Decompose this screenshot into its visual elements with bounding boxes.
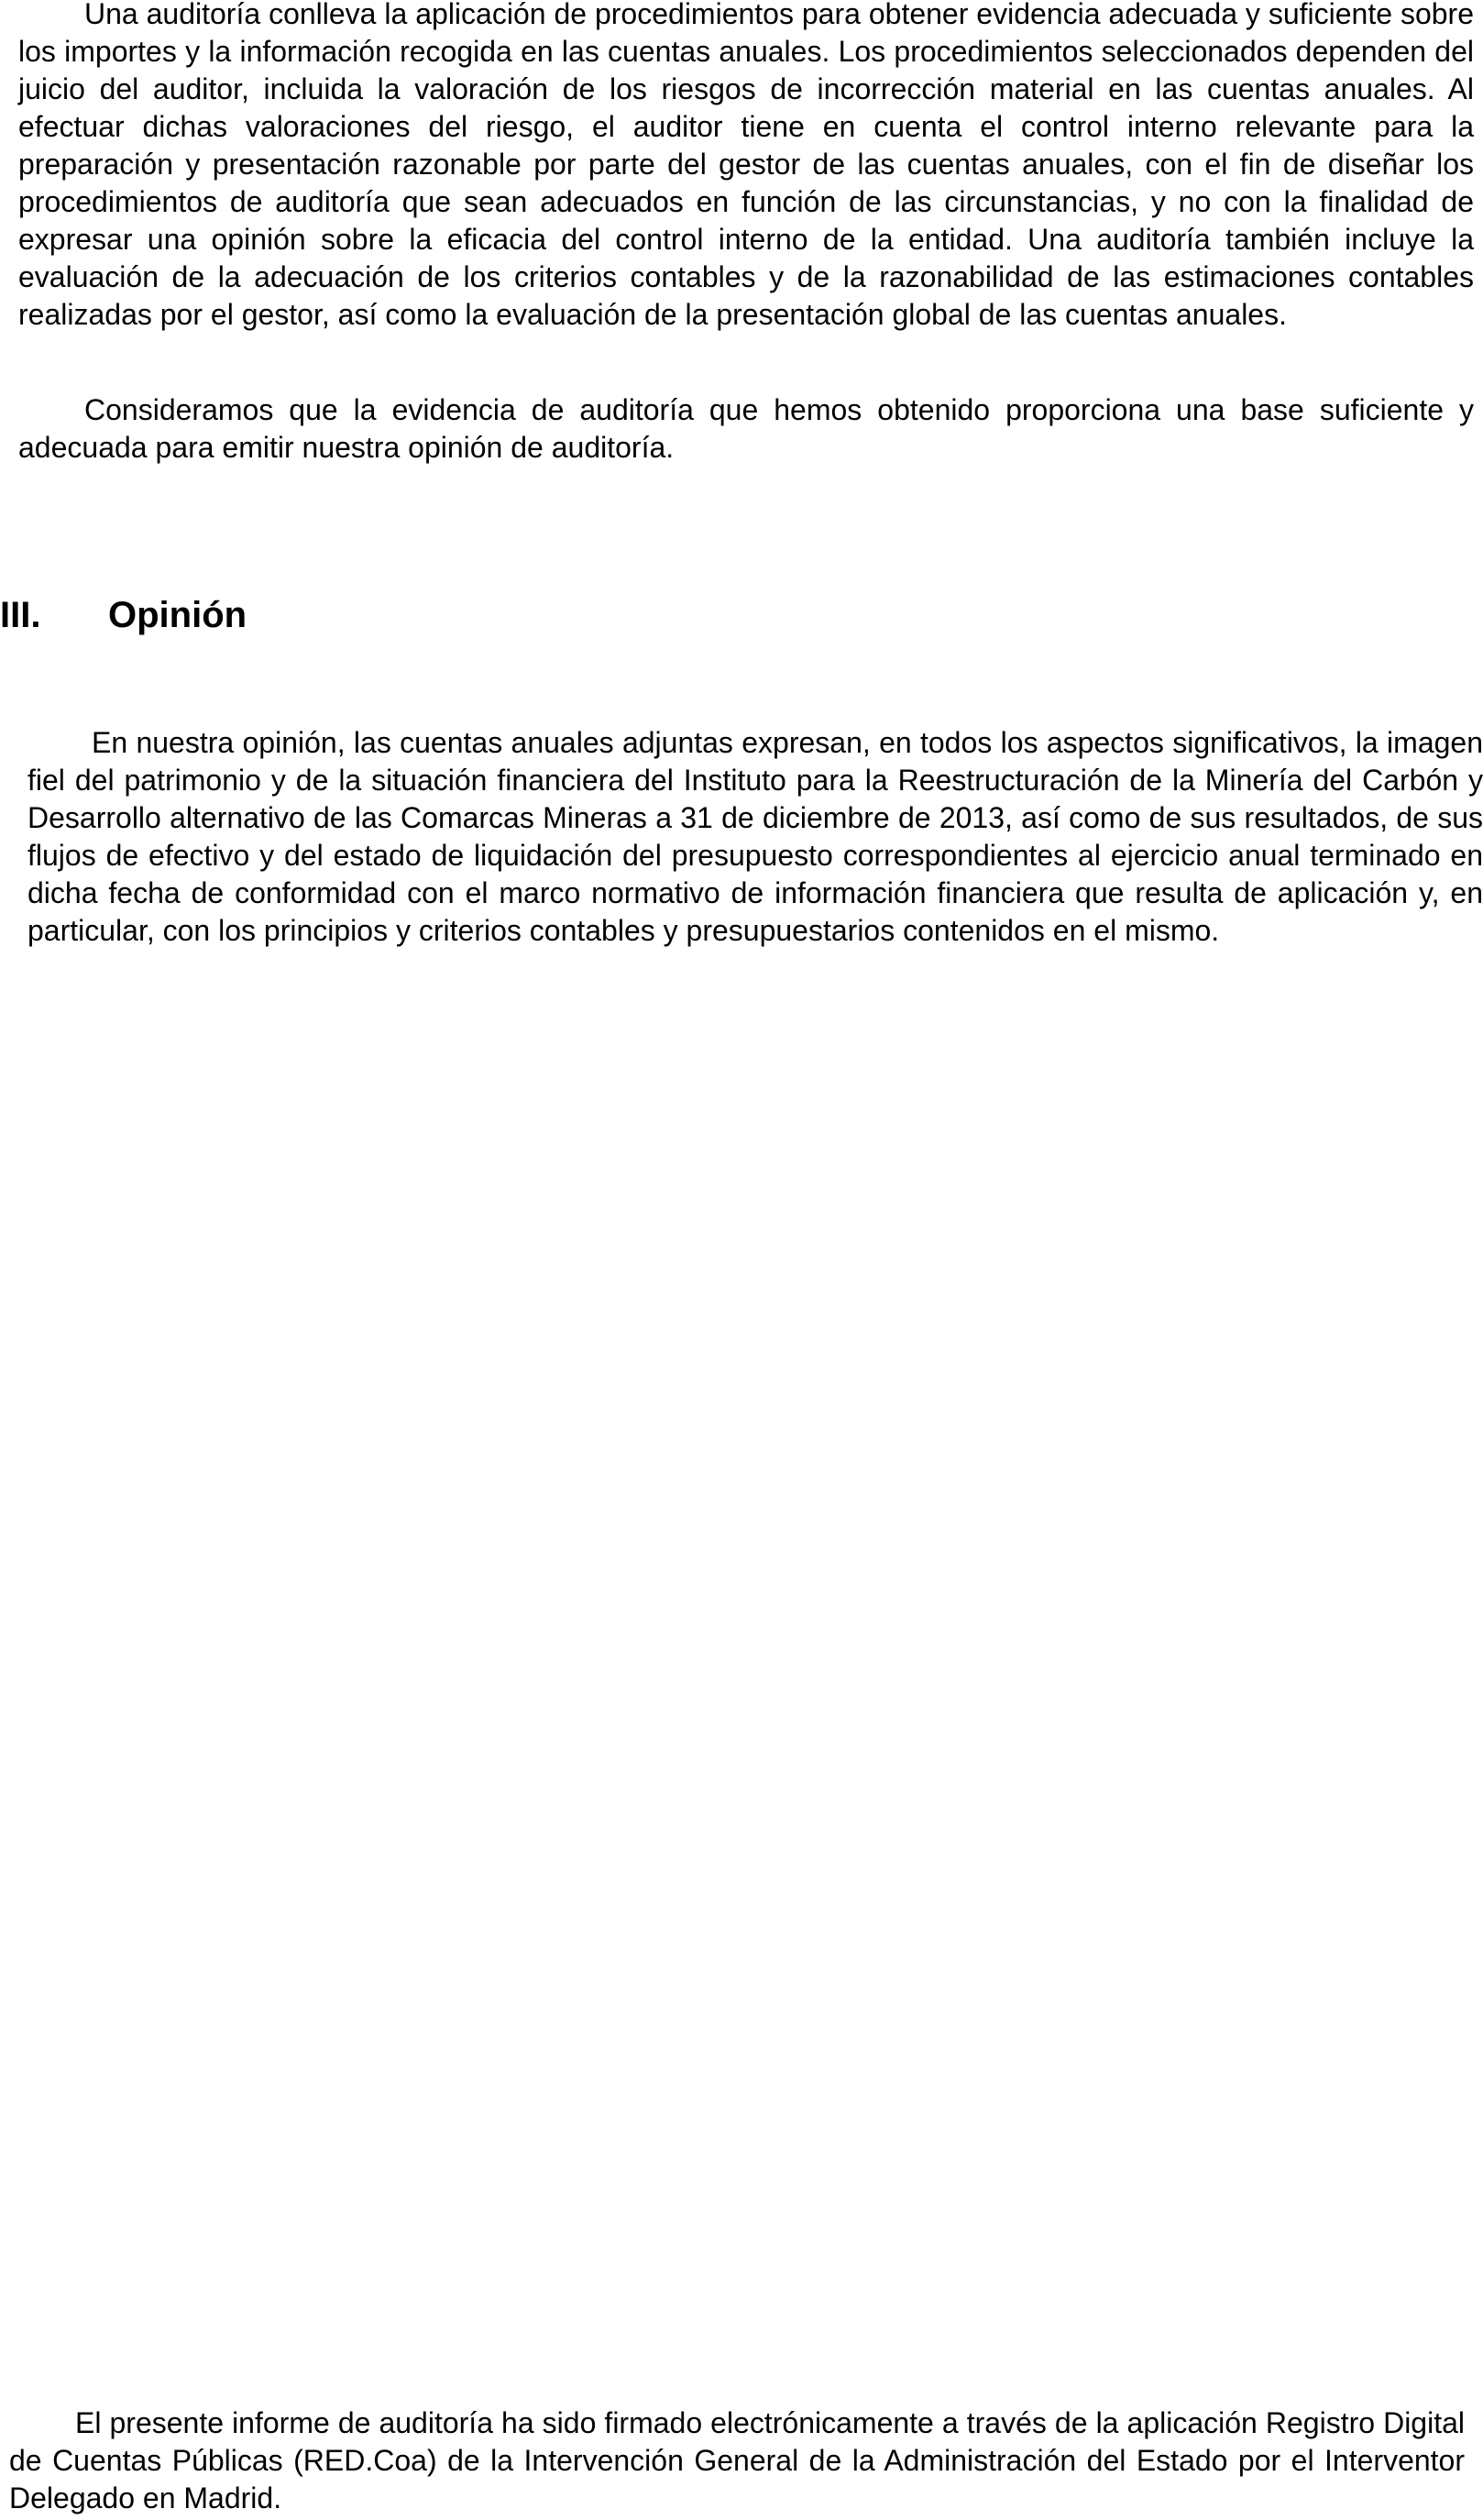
audit-procedures-paragraph: Una auditoría conlleva la aplicación de procedimientos para obtener evidencia adecuada y suficiente sobre los importes y la información recogida en las cuentas anuales. Los procedimientos seleccionados dependen del juicio del auditor, incluida la valoración de los riesgos de incorrección material en las cuentas anuales. Al efectuar dichas valoraciones del riesgo, el auditor tiene en cuenta el control interno relevante para la preparación y presentación razonable por parte del gestor de las cuentas anuales, con el fin de diseñar los procedimientos de auditoría que sean adecuados en función de las circunstancias, y no con la finalidad de expresar una opinión sobre la eficacia del control interno de la entidad. Una auditoría también incluye la evaluación de la adecuación de los criterios contables y de la razonabilidad de las estimaciones contables realizadas por el gestor, así como la evaluación de la presentación global de las cuentas anuales. (18, 0, 1474, 331)
opinion-paragraph: En nuestra opinión, las cuentas anuales adjuntas expresan, en todos los aspectos significativos, la imagen fiel del patrimonio y de la situación financiera del Instituto para la Reestructuración de la Minería del Carbón y Desarrollo alternativo de las Comarcas Mineras a 31 de diciembre de 2013, así como de sus resultados, de sus flujos de efectivo y del estado de liquidación del presupuesto correspondientes al ejercicio anual terminado en dicha fecha de conformidad con el marco normativo de información financiera que resulta de aplicación y, en particular, con los principios y criterios contables y presupuestarios contenidos en el mismo. (27, 726, 1483, 947)
section-number: III. (0, 595, 41, 635)
audit-evidence-paragraph: Consideramos que la evidencia de auditoría que hemos obtenido proporciona una base suficiente y adecuada para emitir nuestra opinión de auditoría. (18, 393, 1474, 464)
signature-footer-note: El presente informe de auditoría ha sido firmado electrónicamente a través de la aplicación Registro Digital de Cuentas Públicas (RED.Coa) de la Intervención General de la Administración del Estado por el Interventor Delegado en Madrid. (9, 2406, 1465, 2514)
section-heading-opinion (0, 592, 247, 638)
section-title: Opinión (108, 595, 247, 635)
